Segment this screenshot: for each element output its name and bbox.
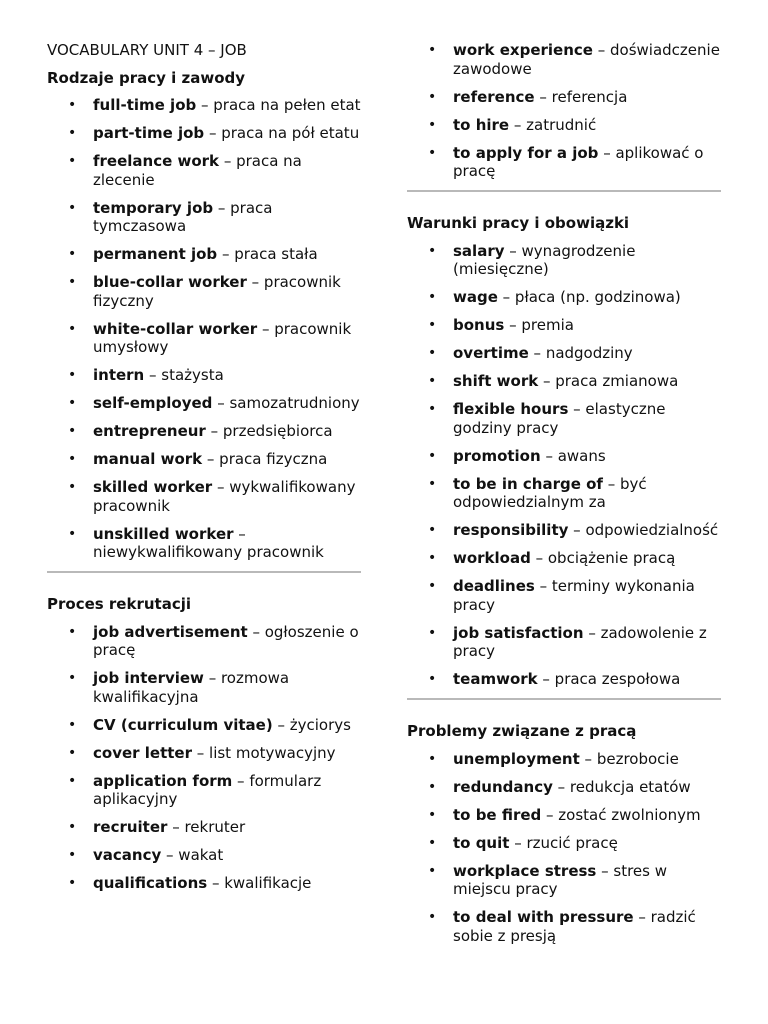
list-item [47, 818, 363, 837]
list-item [407, 88, 723, 107]
list-item [407, 862, 723, 899]
vocab-term: salary [453, 241, 505, 260]
list-item [47, 716, 363, 735]
vocab-term: to deal with pressure [453, 908, 634, 926]
vocab-definition: – list motywacyjny [192, 743, 336, 762]
list-item [407, 116, 723, 135]
vocab-term: flexible hours [453, 400, 569, 418]
vocab-definition: – praca na pełen etat [196, 96, 361, 114]
vocab-definition: – kwalifikacje [207, 874, 312, 892]
vocab-term: unemployment [453, 749, 580, 768]
vocab-term: to be fired [453, 805, 542, 824]
list-item [47, 124, 363, 143]
vocab-term: responsibility [453, 521, 569, 539]
vocab-definition: – doświadczenie zawodowe [453, 41, 720, 78]
vocab-term: cover letter [93, 743, 192, 762]
vocab-definition: – samozatrudniony [212, 394, 360, 412]
list-item [407, 577, 723, 614]
vocab-definition: – rekruter [167, 818, 246, 836]
list-item [407, 778, 723, 797]
vocab-term: temporary job [93, 198, 214, 217]
list-item [47, 273, 363, 310]
vocab-term: unskilled worker [93, 524, 234, 543]
vocab-definition: – ogłoszenie o pracę [93, 622, 359, 659]
vocab-term: shift work [453, 372, 539, 390]
list-item [407, 750, 723, 769]
list-item [407, 624, 723, 661]
list-item [47, 623, 363, 660]
list-item [407, 400, 723, 437]
list-item [47, 394, 363, 413]
list-item [47, 199, 363, 236]
problems-list [407, 750, 723, 946]
list-item [407, 242, 723, 279]
vocab-definition: – zadowolenie z pracy [453, 623, 707, 660]
vocab-term: white-collar worker [93, 319, 258, 338]
vocab-definition: – radzić sobie z presją [453, 908, 696, 945]
vocab-definition: – praca tymczasowa [93, 198, 273, 235]
list-item [47, 874, 363, 893]
vocab-term: vacancy [93, 846, 162, 864]
vocab-term: teamwork [453, 670, 538, 688]
vocab-term: entrepreneur [93, 422, 206, 440]
vocab-term: application form [93, 771, 233, 790]
section-divider [407, 698, 721, 700]
vocab-term: redundancy [453, 777, 553, 796]
vocab-term: wage [453, 288, 498, 306]
vocab-term: CV (curriculum vitae) [93, 715, 273, 734]
vocab-term: manual work [93, 450, 203, 468]
vocab-term: blue-collar worker [93, 273, 247, 291]
left-column [47, 41, 363, 902]
vocab-definition: – premia [504, 316, 574, 334]
list-item [47, 744, 363, 763]
vocab-term: reference [453, 87, 535, 106]
vocab-term: recruiter [93, 818, 168, 836]
list-item [47, 245, 363, 264]
section-divider [47, 571, 361, 573]
list-item [407, 344, 723, 363]
list-item [47, 772, 363, 809]
list-item [407, 447, 723, 466]
vocab-definition: – być odpowiedzialnym za [453, 474, 647, 511]
vocab-term: to hire [453, 115, 510, 134]
vocab-term: job advertisement [93, 622, 248, 641]
vocab-definition: – rzucić pracę [509, 833, 618, 852]
vocab-definition: – obciążenie pracą [530, 549, 676, 567]
job-types-list [47, 96, 363, 562]
vocab-definition: – odpowiedzialność [568, 521, 719, 539]
list-item [47, 669, 363, 706]
vocab-term: to quit [453, 833, 510, 852]
list-item [407, 521, 723, 540]
vocab-term: promotion [453, 446, 541, 465]
section-heading-recruitment: Proces rekrutacji [47, 595, 192, 613]
vocab-definition: – aplikować o pracę [453, 143, 704, 180]
vocab-term: bonus [453, 316, 505, 334]
vocab-term: job interview [93, 669, 204, 687]
list-item [47, 366, 363, 385]
section-heading-job-types: Rodzaje pracy i zawody [47, 68, 246, 87]
vocab-definition: – elastyczne godziny pracy [453, 400, 666, 437]
vocab-definition: – praca fizyczna [202, 450, 328, 468]
vocab-term: work experience [453, 41, 593, 59]
right-column [407, 41, 723, 955]
list-item [47, 450, 363, 469]
vocab-term: skilled worker [93, 478, 213, 496]
list-item [47, 478, 363, 515]
list-item [47, 96, 363, 115]
vocab-definition: – nadgodziny [528, 344, 633, 362]
vocab-term: to apply for a job [453, 143, 599, 162]
vocab-definition: – wykwalifikowany pracownik [93, 478, 356, 515]
vocab-definition: – formularz aplikacyjny [93, 771, 322, 808]
vocab-term: deadlines [453, 577, 535, 595]
section-heading-conditions: Warunki pracy i obowiązki [407, 214, 630, 232]
list-item [407, 41, 723, 78]
list-item [407, 908, 723, 945]
list-item [407, 144, 723, 181]
vocab-definition: – referencja [534, 87, 628, 106]
vocab-definition: – rozmowa kwalifikacyjna [93, 669, 290, 706]
vocab-term: freelance work [93, 152, 220, 170]
list-item [47, 320, 363, 357]
vocab-definition: – praca na zlecenie [93, 152, 302, 189]
recruitment-list [47, 623, 363, 893]
section-divider [407, 190, 721, 192]
vocab-definition: – redukcja etatów [552, 777, 691, 796]
list-item [407, 372, 723, 391]
list-item [47, 846, 363, 865]
vocab-definition: – wakat [161, 846, 224, 864]
list-item [407, 475, 723, 512]
section-heading-problems: Problemy związane z pracą [407, 722, 637, 740]
list-item [407, 834, 723, 853]
vocab-definition: – praca zmianowa [538, 372, 679, 390]
vocab-definition: – bezrobocie [579, 749, 679, 768]
vocab-term: permanent job [93, 245, 218, 263]
document-title: VOCABULARY UNIT 4 – JOB [47, 41, 247, 59]
vocab-term: qualifications [93, 874, 208, 892]
conditions-list [407, 242, 723, 689]
vocab-term: to be in charge of [453, 474, 603, 493]
vocab-term: workload [453, 549, 531, 567]
vocab-term: overtime [453, 344, 529, 362]
vocab-definition: – pracownik fizyczny [93, 273, 341, 310]
vocab-term: workplace stress [453, 861, 597, 880]
list-item [407, 670, 723, 689]
list-item [407, 806, 723, 825]
vocab-definition: – zostać zwolnionym [541, 805, 701, 824]
vocab-term: self-employed [93, 394, 213, 412]
vocab-definition: – niewykwalifikowany pracownik [93, 524, 324, 561]
vocab-term: intern [93, 366, 145, 384]
vocab-term: part-time job [93, 124, 205, 142]
list-item [47, 422, 363, 441]
vocab-definition: – awans [540, 446, 606, 465]
vocab-definition: – życiorys [272, 715, 351, 734]
vocab-definition: – stres w miejscu pracy [453, 861, 668, 898]
vocab-definition: – praca stała [217, 245, 318, 263]
vocab-definition: – praca zespołowa [537, 670, 681, 688]
list-item [47, 525, 363, 562]
vocab-definition: – wynagrodzenie (miesięczne) [453, 241, 636, 278]
vocab-definition: – zatrudnić [509, 115, 597, 134]
vocab-definition: – płaca (np. godzinowa) [497, 288, 681, 306]
vocab-definition: – przedsiębiorca [205, 422, 333, 440]
list-item [407, 288, 723, 307]
vocab-term: full-time job [93, 96, 197, 114]
vocab-term: job satisfaction [453, 623, 584, 642]
vocab-definition: – terminy wykonania pracy [453, 577, 695, 614]
vocab-definition: – pracownik umysłowy [93, 319, 352, 356]
list-item [407, 316, 723, 335]
vocab-definition: – stażysta [144, 366, 224, 384]
vocab-definition: – praca na pół etatu [204, 124, 360, 142]
recruitment-list-continued [407, 41, 723, 181]
list-item [407, 549, 723, 568]
list-item [47, 152, 363, 189]
